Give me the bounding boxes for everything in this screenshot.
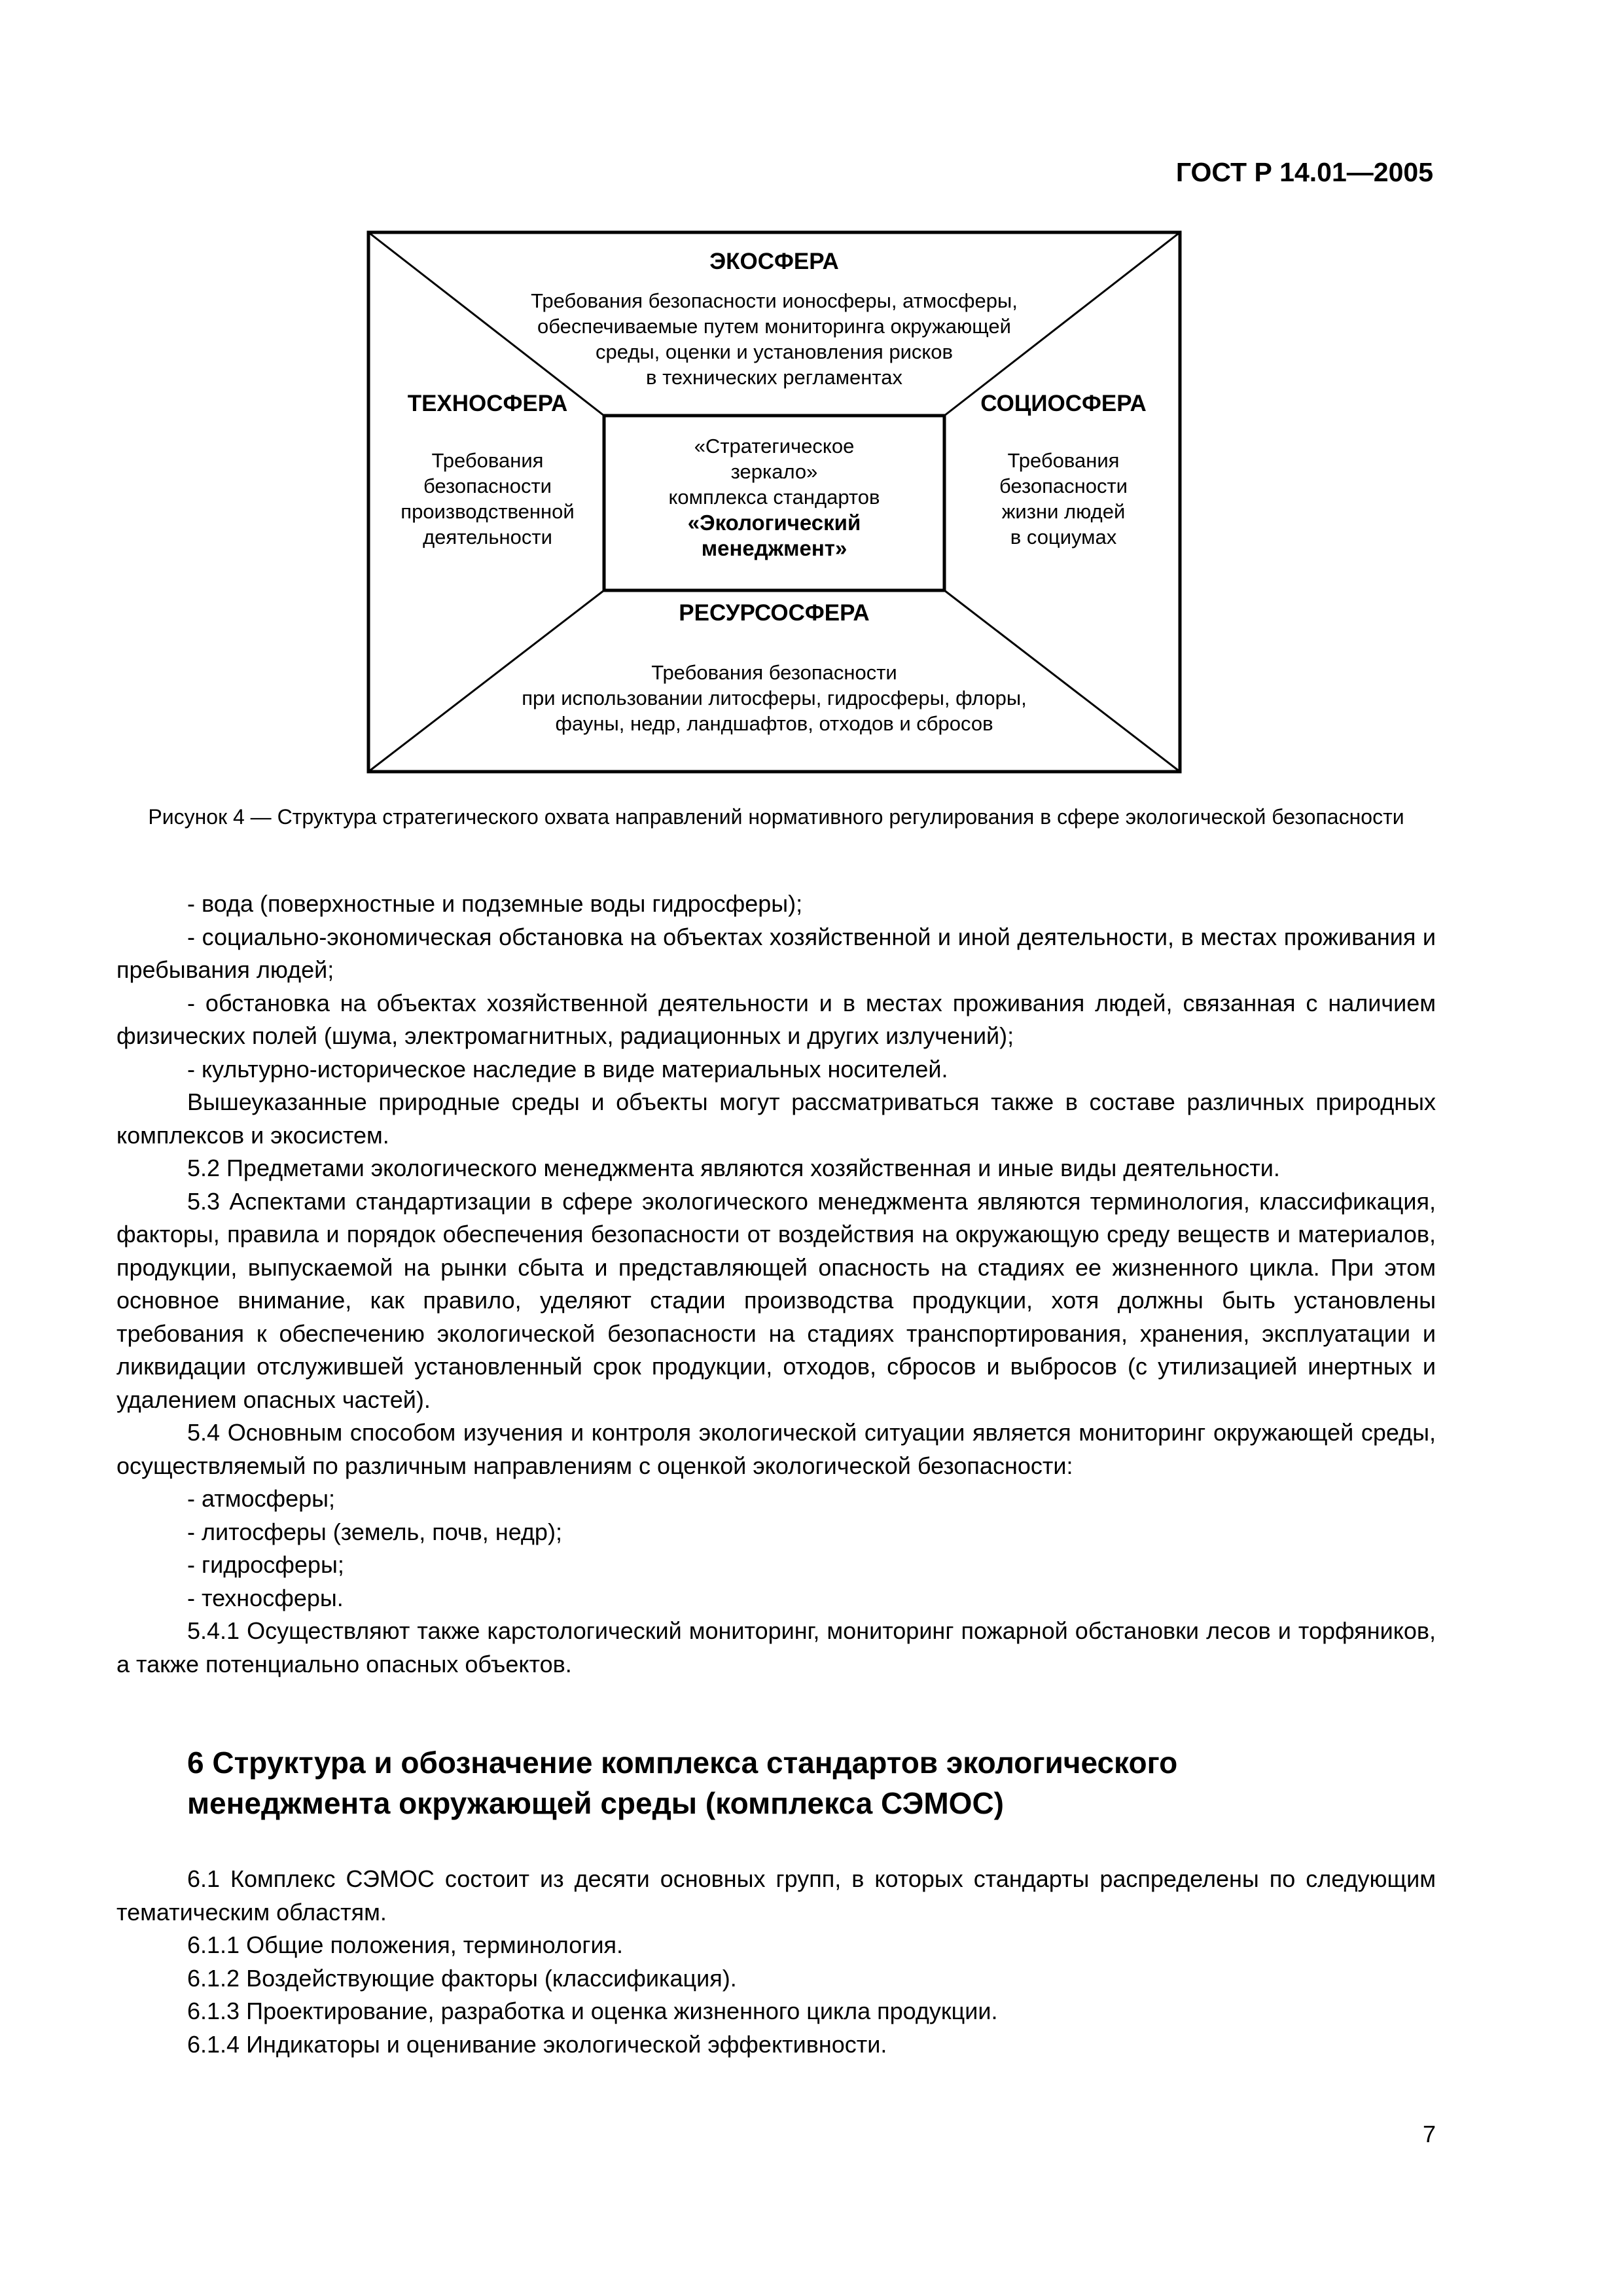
- page-number: 7: [1422, 2121, 1436, 2147]
- technosphere-line: безопасности: [423, 475, 552, 497]
- sociosphere-title: СОЦИОСФЕРА: [980, 391, 1147, 416]
- sociosphere-line: безопасности: [999, 475, 1128, 497]
- figure-caption: Рисунок 4 — Структура стратегического охвата направлений нормативного регулирования в сфере экологической безопасности: [148, 805, 1404, 829]
- list-item: - атмосферы;: [187, 1485, 336, 1512]
- section-6-text: [116, 1863, 1436, 2061]
- paragraph: 6.1.1 Общие положения, терминология.: [187, 1931, 624, 1958]
- paragraph: 5.2 Предметами экологического менеджмента являются хозяйственная и иные виды деятельности.: [187, 1155, 1280, 1181]
- ecosphere-line: в технических регламентах: [645, 366, 902, 389]
- center-line: зеркало»: [730, 460, 818, 483]
- resourcesphere-text: [480, 660, 1069, 736]
- technosphere-title: ТЕХНОСФЕРА: [407, 391, 568, 416]
- list-item: - гидросферы;: [187, 1551, 344, 1578]
- ecosphere-line: обеспечиваемые путем мониторинга окружающей: [537, 315, 1011, 338]
- sociosphere-line: в социумах: [1010, 526, 1117, 548]
- eco-structure-diagram: [366, 230, 1182, 774]
- strategic-mirror-box: [611, 433, 938, 561]
- center-bold-line: менеджмент»: [701, 536, 847, 560]
- ecosphere-title: ЭКОСФЕРА: [709, 249, 839, 274]
- ecosphere-line: Требования безопасности ионосферы, атмосферы,: [531, 289, 1018, 312]
- paragraph: - социально-экономическая обстановка на объектах хозяйственной и иной деятельности, в местах проживания и пребывания людей;: [116, 923, 1436, 983]
- technosphere-line: производственной: [401, 500, 575, 523]
- resourcesphere-line: Требования безопасности: [651, 661, 897, 684]
- resourcesphere-line: при использовании литосферы, гидросферы, флоры,: [522, 687, 1027, 709]
- paragraph: Вышеуказанные природные среды и объекты могут рассматриваться также в составе различных природных комплексов и экосистем.: [116, 1088, 1436, 1149]
- list-item: - техносферы.: [187, 1584, 344, 1611]
- paragraph: 6.1.3 Проектирование, разработка и оценка жизненного цикла продукции.: [187, 1998, 998, 2024]
- ecosphere-text: [499, 288, 1049, 390]
- list-item: - литосферы (земель, почв, недр);: [187, 1518, 562, 1545]
- paragraph: 5.3 Аспектами стандартизации в сфере экологического менеджмента являются терминология, классификация, факторы, правила и порядок обеспечения безопасности от воздействия на окружающую среду веществ и материалов, продукции, выпускаемой на рынки сбыта и представляющей опасность на стадиях ее жизненного цикла. При этом основное внимание, как правило, уделяют стадии производства продукции, хотя должны быть установлены требования к обеспечению экологической безопасности на стадиях транспортирования, хранения, эксплуатации и ликвидации отслужившей установленный срок продукции, отходов, сбросов и выбросов (с утилизацией инертных и удалением опасных частей).: [116, 1187, 1436, 1413]
- section-6-heading: 6 Структура и обозначение комплекса стандартов экологического менеджмента окружающей среды (комплекса СЭМОС): [187, 1746, 1178, 1820]
- center-line: комплекса стандартов: [668, 486, 880, 509]
- paragraph: 6.1.4 Индикаторы и оценивание экологической эффективности.: [187, 2030, 887, 2058]
- resourcesphere-line: фауны, недр, ландшафтов, отходов и сбросов: [555, 712, 993, 735]
- sociosphere-line: жизни людей: [1001, 500, 1126, 523]
- paragraph: - обстановка на объектах хозяйственной деятельности и в местах проживания людей, связанная с наличием физических полей (шума, электромагнитных, радиационных и других излучений);: [116, 989, 1436, 1049]
- paragraph: - вода (поверхностные и подземные воды гидросферы);: [187, 890, 803, 917]
- standard-number: ГОСТ Р 14.01—2005: [1175, 157, 1433, 187]
- ecosphere-line: среды, оценки и установления рисков: [595, 340, 954, 363]
- main-text: [116, 888, 1436, 1681]
- sociosphere-line: Требования: [1007, 449, 1120, 472]
- technosphere-line: деятельности: [423, 526, 552, 548]
- paragraph: 6.1 Комплекс СЭМОС состоит из десяти основных групп, в которых стандарты распределены по следующим тематическим областям.: [116, 1865, 1436, 1926]
- sociosphere-text: [959, 448, 1168, 550]
- technosphere-text: [380, 448, 596, 550]
- resourcesphere-title: РЕСУРСОСФЕРА: [679, 600, 870, 626]
- center-bold-line: «Экологический: [687, 511, 861, 535]
- paragraph: 5.4.1 Осуществляют также карстологический мониторинг, мониторинг пожарной обстановки лесов и торфяников, а также потенциально опасных объектов.: [116, 1617, 1436, 1677]
- paragraph: - культурно-историческое наследие в виде материальных носителей.: [187, 1055, 948, 1083]
- technosphere-line: Требования: [431, 449, 544, 472]
- paragraph: 5.4 Основным способом изучения и контроля экологической ситуации является мониторинг окружающей среды, осуществляемый по различным направлениям с оценкой экологической безопасности:: [116, 1419, 1436, 1479]
- center-line: «Стратегическое: [694, 435, 855, 457]
- paragraph: 6.1.2 Воздействующие факторы (классификация).: [187, 1964, 737, 1992]
